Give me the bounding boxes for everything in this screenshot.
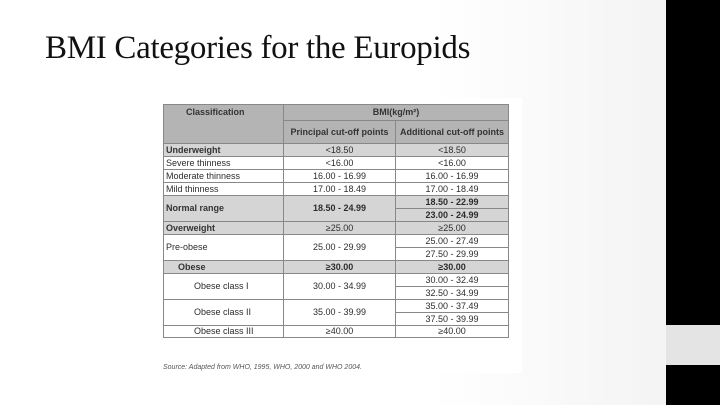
additional-value: 17.00 - 18.49: [396, 183, 509, 196]
principal-value: 18.50 - 24.99: [284, 196, 396, 222]
table-row: [164, 261, 509, 274]
row-label: Mild thinness: [164, 183, 284, 196]
principal-value: ≥30.00: [284, 261, 396, 274]
table-row: [164, 196, 509, 209]
table-header-row: [164, 105, 509, 121]
table-row: [164, 326, 509, 338]
table-row: [164, 170, 509, 183]
slide-title: BMI Categories for the Europids: [45, 30, 471, 66]
additional-value: 37.50 - 39.99: [396, 313, 509, 326]
row-label: Obese: [164, 261, 284, 274]
row-label: Severe thinness: [164, 157, 284, 170]
table-row: [164, 235, 509, 248]
additional-value: 25.00 - 27.49: [396, 235, 509, 248]
table-row: [164, 222, 509, 235]
side-band-notch: [666, 325, 720, 365]
bmi-categories-table: [163, 104, 509, 338]
row-label: Obese class III: [164, 326, 284, 338]
principal-value: <18.50: [284, 144, 396, 157]
table-row: [164, 157, 509, 170]
principal-value: ≥25.00: [284, 222, 396, 235]
row-label: Overweight: [164, 222, 284, 235]
table-row: [164, 274, 509, 287]
header-principal: Principal cut-off points: [284, 121, 396, 144]
additional-value: 16.00 - 16.99: [396, 170, 509, 183]
row-label: Underweight: [164, 144, 284, 157]
table-row: [164, 300, 509, 313]
bmi-table-image: [160, 98, 522, 373]
header-bmi: BMI(kg/m²): [284, 105, 509, 121]
row-label: Moderate thinness: [164, 170, 284, 183]
additional-value: 23.00 - 24.99: [396, 209, 509, 222]
additional-value: <16.00: [396, 157, 509, 170]
principal-value: ≥40.00: [284, 326, 396, 338]
principal-value: 17.00 - 18.49: [284, 183, 396, 196]
additional-value: 30.00 - 32.49: [396, 274, 509, 287]
additional-value: 32.50 - 34.99: [396, 287, 509, 300]
row-label: Obese class II: [164, 300, 284, 326]
additional-value: ≥30.00: [396, 261, 509, 274]
row-label: Pre-obese: [164, 235, 284, 261]
header-additional: Additional cut-off points: [396, 121, 509, 144]
table-source-note: Source: Adapted from WHO, 1995, WHO, 2000 and WHO 2004.: [163, 364, 362, 371]
row-label: Normal range: [164, 196, 284, 222]
principal-value: <16.00: [284, 157, 396, 170]
principal-value: 16.00 - 16.99: [284, 170, 396, 183]
principal-value: 25.00 - 29.99: [284, 235, 396, 261]
additional-value: 18.50 - 22.99: [396, 196, 509, 209]
table-row: [164, 144, 509, 157]
decorative-side-band: [666, 0, 720, 405]
additional-value: 27.50 - 29.99: [396, 248, 509, 261]
additional-value: ≥40.00: [396, 326, 509, 338]
row-label: Obese class I: [164, 274, 284, 300]
additional-value: ≥25.00: [396, 222, 509, 235]
additional-value: 35.00 - 37.49: [396, 300, 509, 313]
header-classification: Classification: [164, 105, 284, 144]
principal-value: 30.00 - 34.99: [284, 274, 396, 300]
principal-value: 35.00 - 39.99: [284, 300, 396, 326]
table-row: [164, 183, 509, 196]
additional-value: <18.50: [396, 144, 509, 157]
